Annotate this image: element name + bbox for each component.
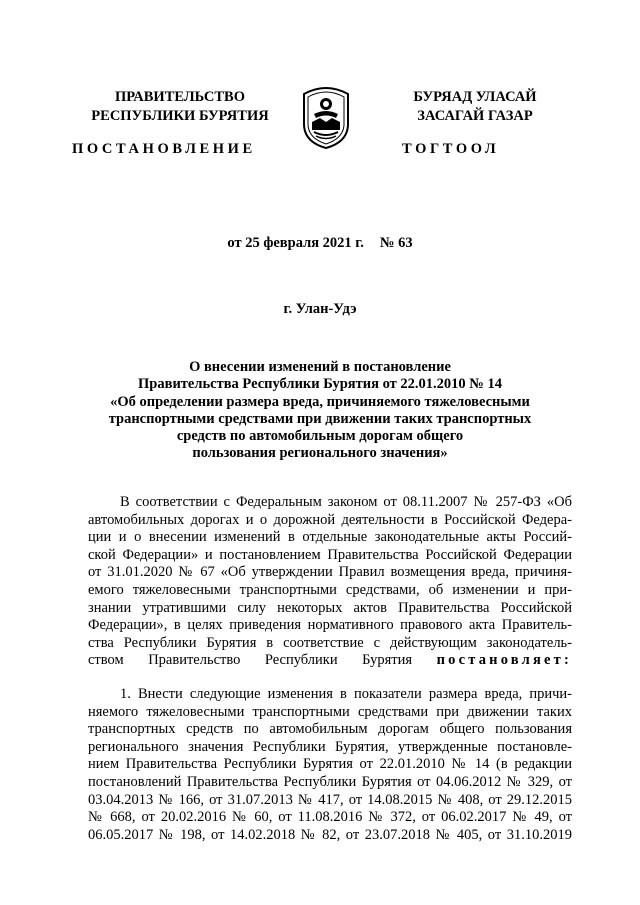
preamble-paragraph <box>88 494 572 670</box>
title-line: транспортными средствами при движении таких транспортных <box>108 410 532 427</box>
paragraph-line: постановлений Правительства Республики Бурятия от 04.06.2012 № 329, от <box>88 773 572 790</box>
decree-title <box>70 359 570 463</box>
paragraph-line: 06.05.2017 № 198, от 14.02.2018 № 82, от 23.07.2018 № 405, от 31.10.2019 <box>88 826 572 843</box>
paragraph-line: знании утратившими силу некоторых актов Правительства Российской <box>88 599 572 616</box>
title-line: О внесении изменений в постановление <box>189 359 451 375</box>
government-name-line: ПРАВИТЕЛЬСТВО <box>115 89 245 105</box>
government-name-russian <box>80 88 280 126</box>
paragraph-last-text: ством Правительство Республики Бурятия <box>88 652 413 669</box>
title-line: пользования регионального значения» <box>192 445 448 462</box>
title-line: средств по автомобильным дорогам общего <box>176 428 464 445</box>
decree-date: от 25 февраля 2021 г. <box>227 235 364 251</box>
decree-date-number <box>0 235 640 252</box>
document-type-russian: ПОСТАНОВЛЕНИЕ <box>72 141 256 157</box>
paragraph-line-last <box>88 652 572 670</box>
clause-1-paragraph <box>88 686 572 844</box>
paragraph-line: 03.04.2013 № 166, от 31.07.2013 № 417, от 14.08.2015 № 408, от 29.12.2015 <box>88 791 572 808</box>
paragraph-line: няемого тяжеловесными транспортными средствами при движении таких <box>88 703 572 720</box>
paragraph-line: транспортных средств по автомобильным дорогам общего пользования <box>88 721 572 738</box>
paragraph-line: Федерации», в целях приведения нормативного правового акта Правитель- <box>88 617 572 634</box>
paragraph-line: В соответствии с Федеральным законом от 08.11.2007 № 257-ФЗ «Об <box>120 494 572 510</box>
paragraph-line: ства Республики Бурятия в соответствие с действующим законодатель- <box>88 634 572 651</box>
paragraph-line: от 31.01.2020 № 67 «Об утверждении Правил возмещения вреда, причиня- <box>88 564 572 581</box>
paragraph-line: ции и о внесении изменений в отдельные законодательные акты Россий- <box>88 529 572 546</box>
title-line: «Об определении размера вреда, причиняемого тяжеловесными <box>110 393 530 410</box>
decree-number: № 63 <box>379 235 413 251</box>
government-name-line: РЕСПУБЛИКИ БУРЯТИЯ <box>91 108 269 124</box>
paragraph-line: автомобильных дорогах и о дорожной деятельности в Российской Федера- <box>88 511 572 528</box>
paragraph-line: емого тяжеловесными транспортными средствами, об изменении и при- <box>88 581 572 598</box>
government-name-line: БУРЯАД УЛАСАЙ <box>413 89 537 105</box>
decree-word: постановляет: <box>436 652 573 669</box>
buryatia-coat-of-arms-icon <box>300 84 352 150</box>
document-type-buryat: ТОГТООЛ <box>402 141 500 157</box>
government-name-buryat <box>390 88 560 126</box>
paragraph-line: № 668, от 20.02.2016 № 60, от 11.08.2016 № 372, от 06.02.2017 № 49, от <box>88 809 572 826</box>
title-line: Правительства Республики Бурятия от 22.01.2010 № 14 <box>138 376 502 393</box>
paragraph-line: ской Федерации» и постановлением Правительства Российской Федерации <box>88 546 572 563</box>
paragraph-line: 1. Внести следующие изменения в показатели размера вреда, причи- <box>120 686 572 702</box>
paragraph-line: регионального значения Республики Бурятия, утвержденные постановле- <box>88 738 572 755</box>
paragraph-line: нием Правительства Республики Бурятия от 22.01.2010 № 14 (в редакции <box>88 756 572 773</box>
government-name-line: ЗАСАГАЙ ГАЗАР <box>417 108 533 124</box>
decree-city: г. Улан-Удэ <box>283 301 357 317</box>
